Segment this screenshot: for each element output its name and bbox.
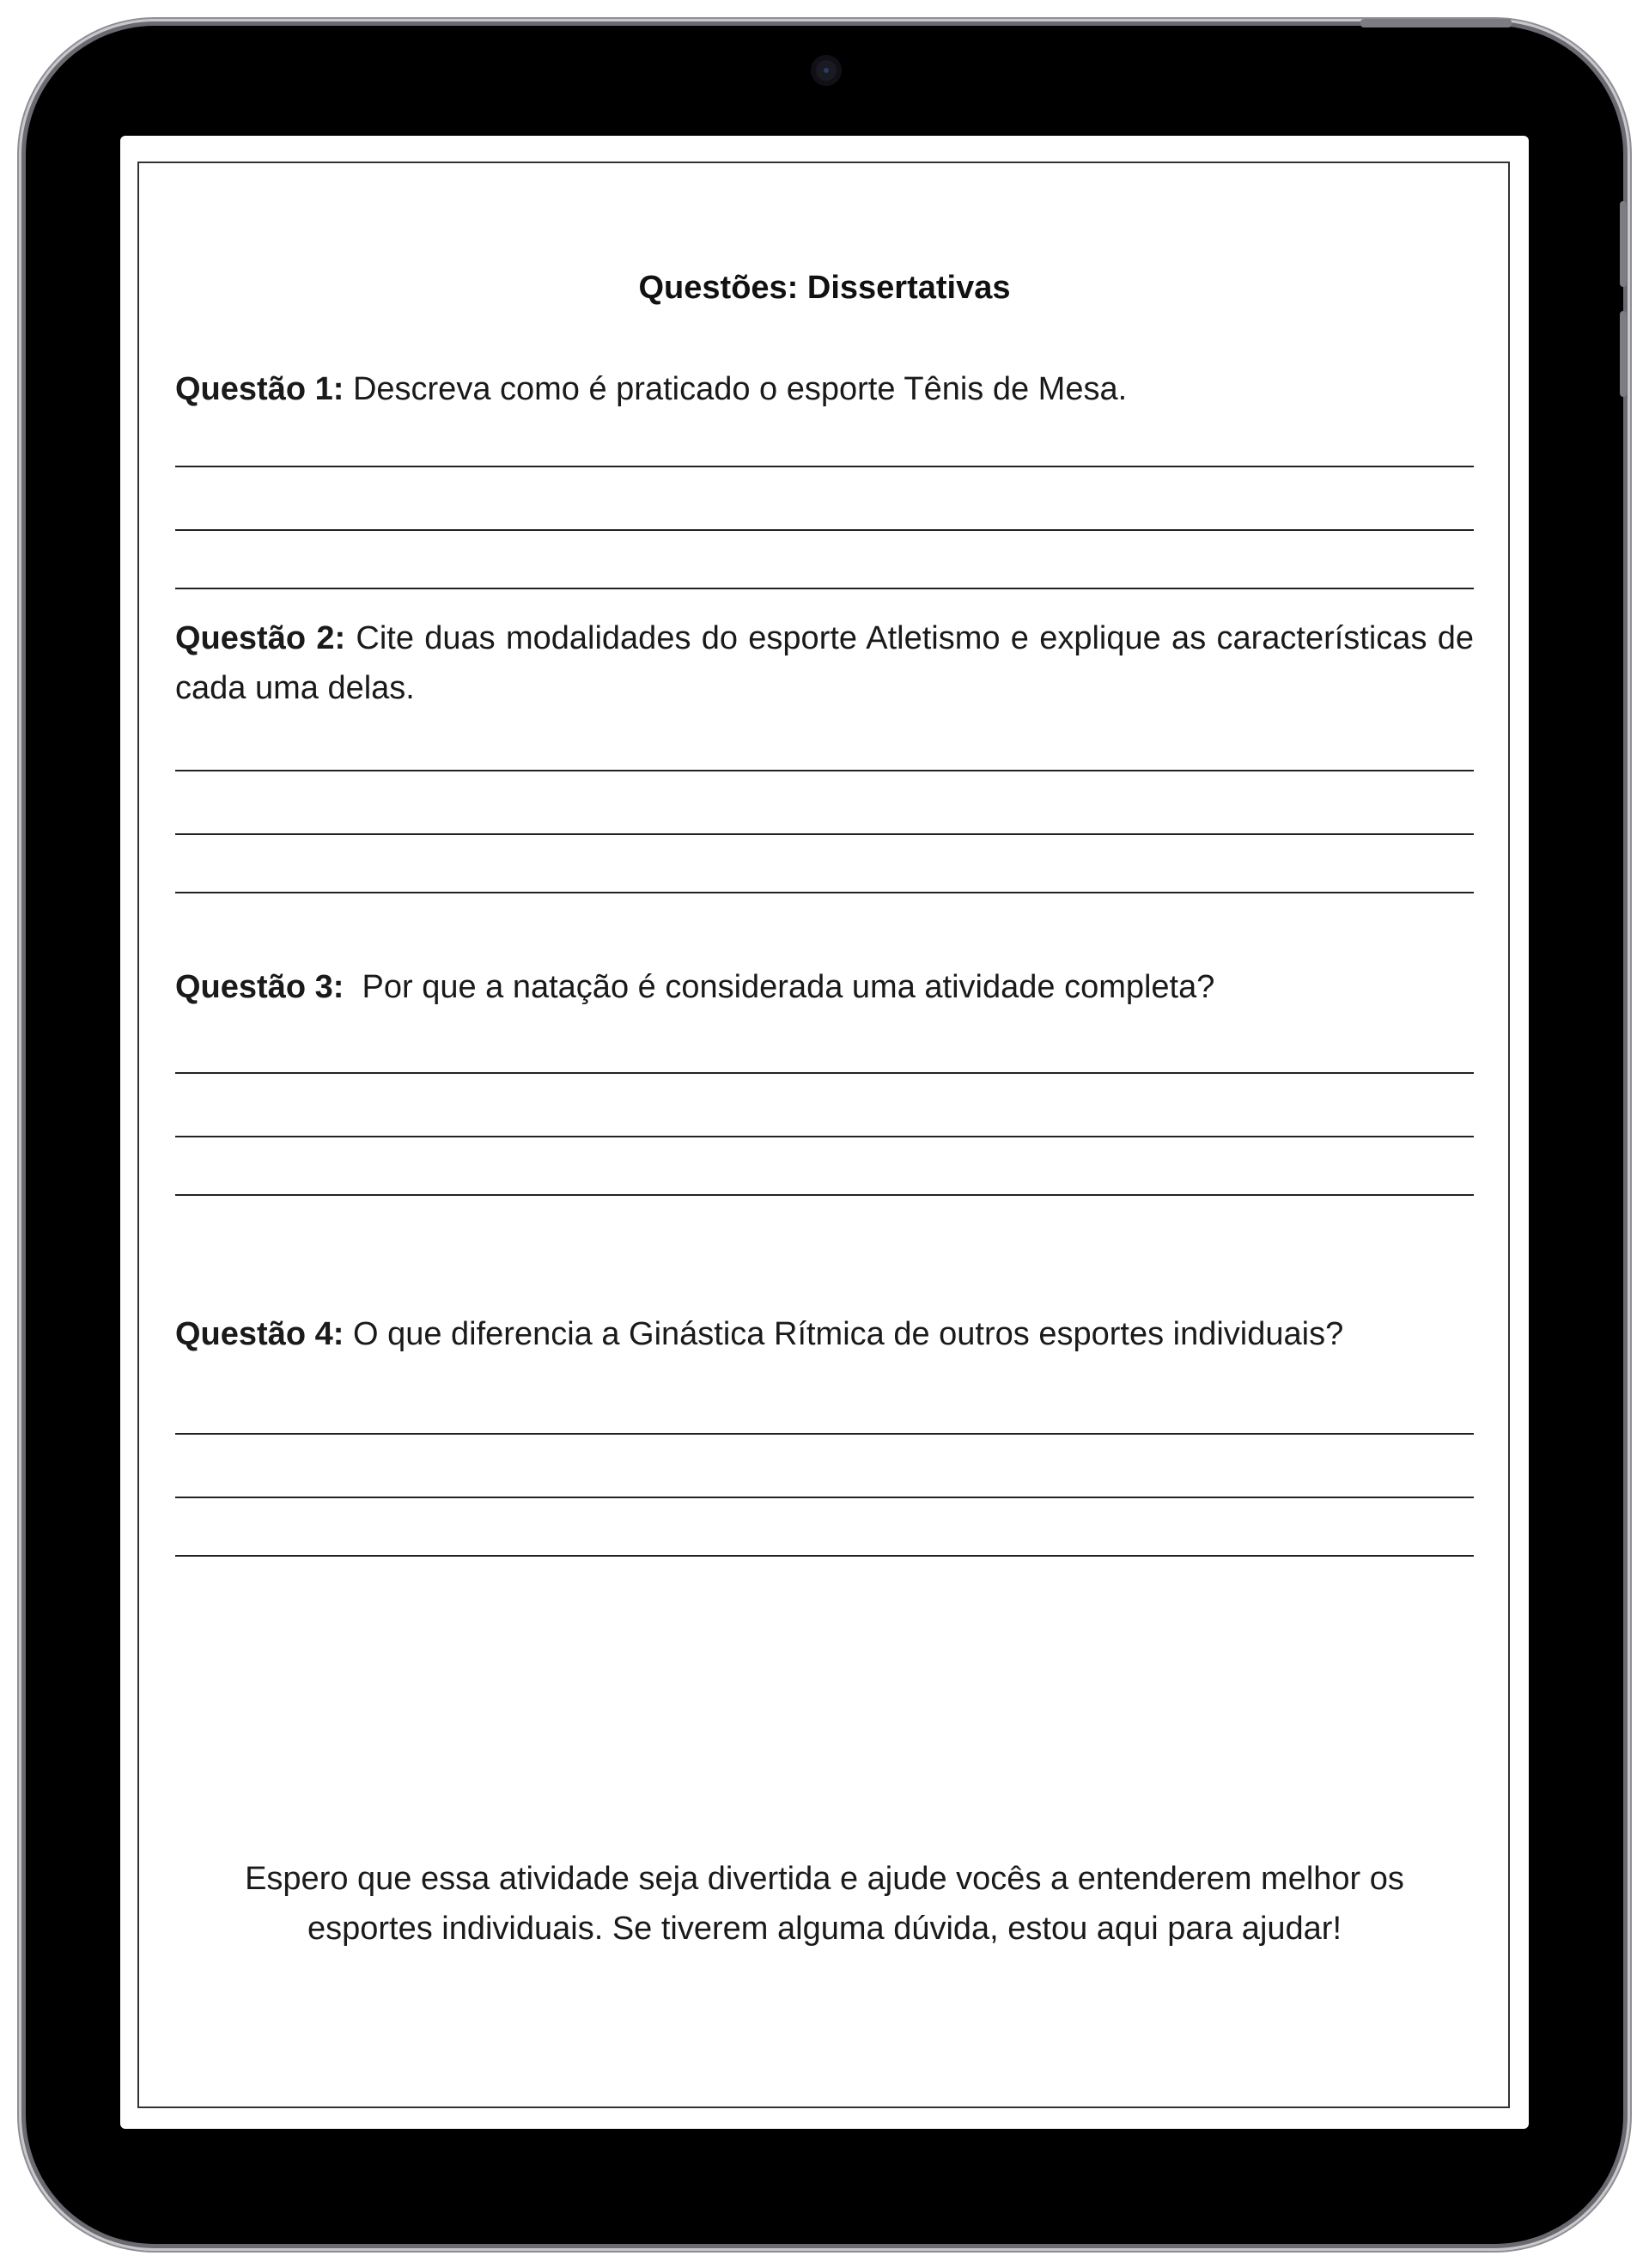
answer-line[interactable] — [175, 588, 1474, 589]
question-2 — [175, 613, 1474, 713]
answer-line[interactable] — [175, 1555, 1474, 1557]
question-3-text: Por que a natação é considerada uma atividade completa? — [344, 969, 1215, 1005]
question-3 — [175, 962, 1474, 1012]
answer-line[interactable] — [175, 1136, 1474, 1137]
question-2-label: Questão 2: — [175, 620, 346, 656]
page-title: Questões: Dissertativas — [638, 270, 1011, 306]
answer-line[interactable] — [175, 1072, 1474, 1074]
camera-icon — [811, 55, 842, 86]
closing-message: Espero que essa atividade seja divertida e ajude vocês a entenderem melhor os esportes individuais. Se tiverem alguma dúvida, estou aqui para ajudar! — [245, 1861, 1404, 1947]
answer-line[interactable] — [175, 1497, 1474, 1498]
answer-line[interactable] — [175, 770, 1474, 771]
tablet-screen — [120, 136, 1529, 2129]
answer-line[interactable] — [175, 1433, 1474, 1435]
question-4 — [175, 1309, 1474, 1359]
question-4-label: Questão 4: — [175, 1316, 344, 1352]
answer-line[interactable] — [175, 833, 1474, 835]
answer-line[interactable] — [175, 529, 1474, 531]
answer-line[interactable] — [175, 1194, 1474, 1196]
volume-down-button — [1620, 311, 1627, 397]
answer-line[interactable] — [175, 892, 1474, 893]
question-1-label: Questão 1: — [175, 371, 344, 407]
answer-line[interactable] — [175, 466, 1474, 467]
volume-up-button — [1620, 201, 1627, 287]
question-1-text: Descreva como é praticado o esporte Tênis de Mesa. — [344, 371, 1128, 407]
question-1 — [175, 364, 1474, 414]
question-4-text: O que diferencia a Ginástica Rítmica de outros esportes individuais? — [344, 1316, 1344, 1352]
question-3-label: Questão 3: — [175, 969, 344, 1005]
question-2-text: Cite duas modalidades do esporte Atletismo e explique as características de cada uma delas. — [175, 620, 1474, 706]
page-border — [137, 162, 1510, 2108]
power-button — [1360, 19, 1512, 27]
